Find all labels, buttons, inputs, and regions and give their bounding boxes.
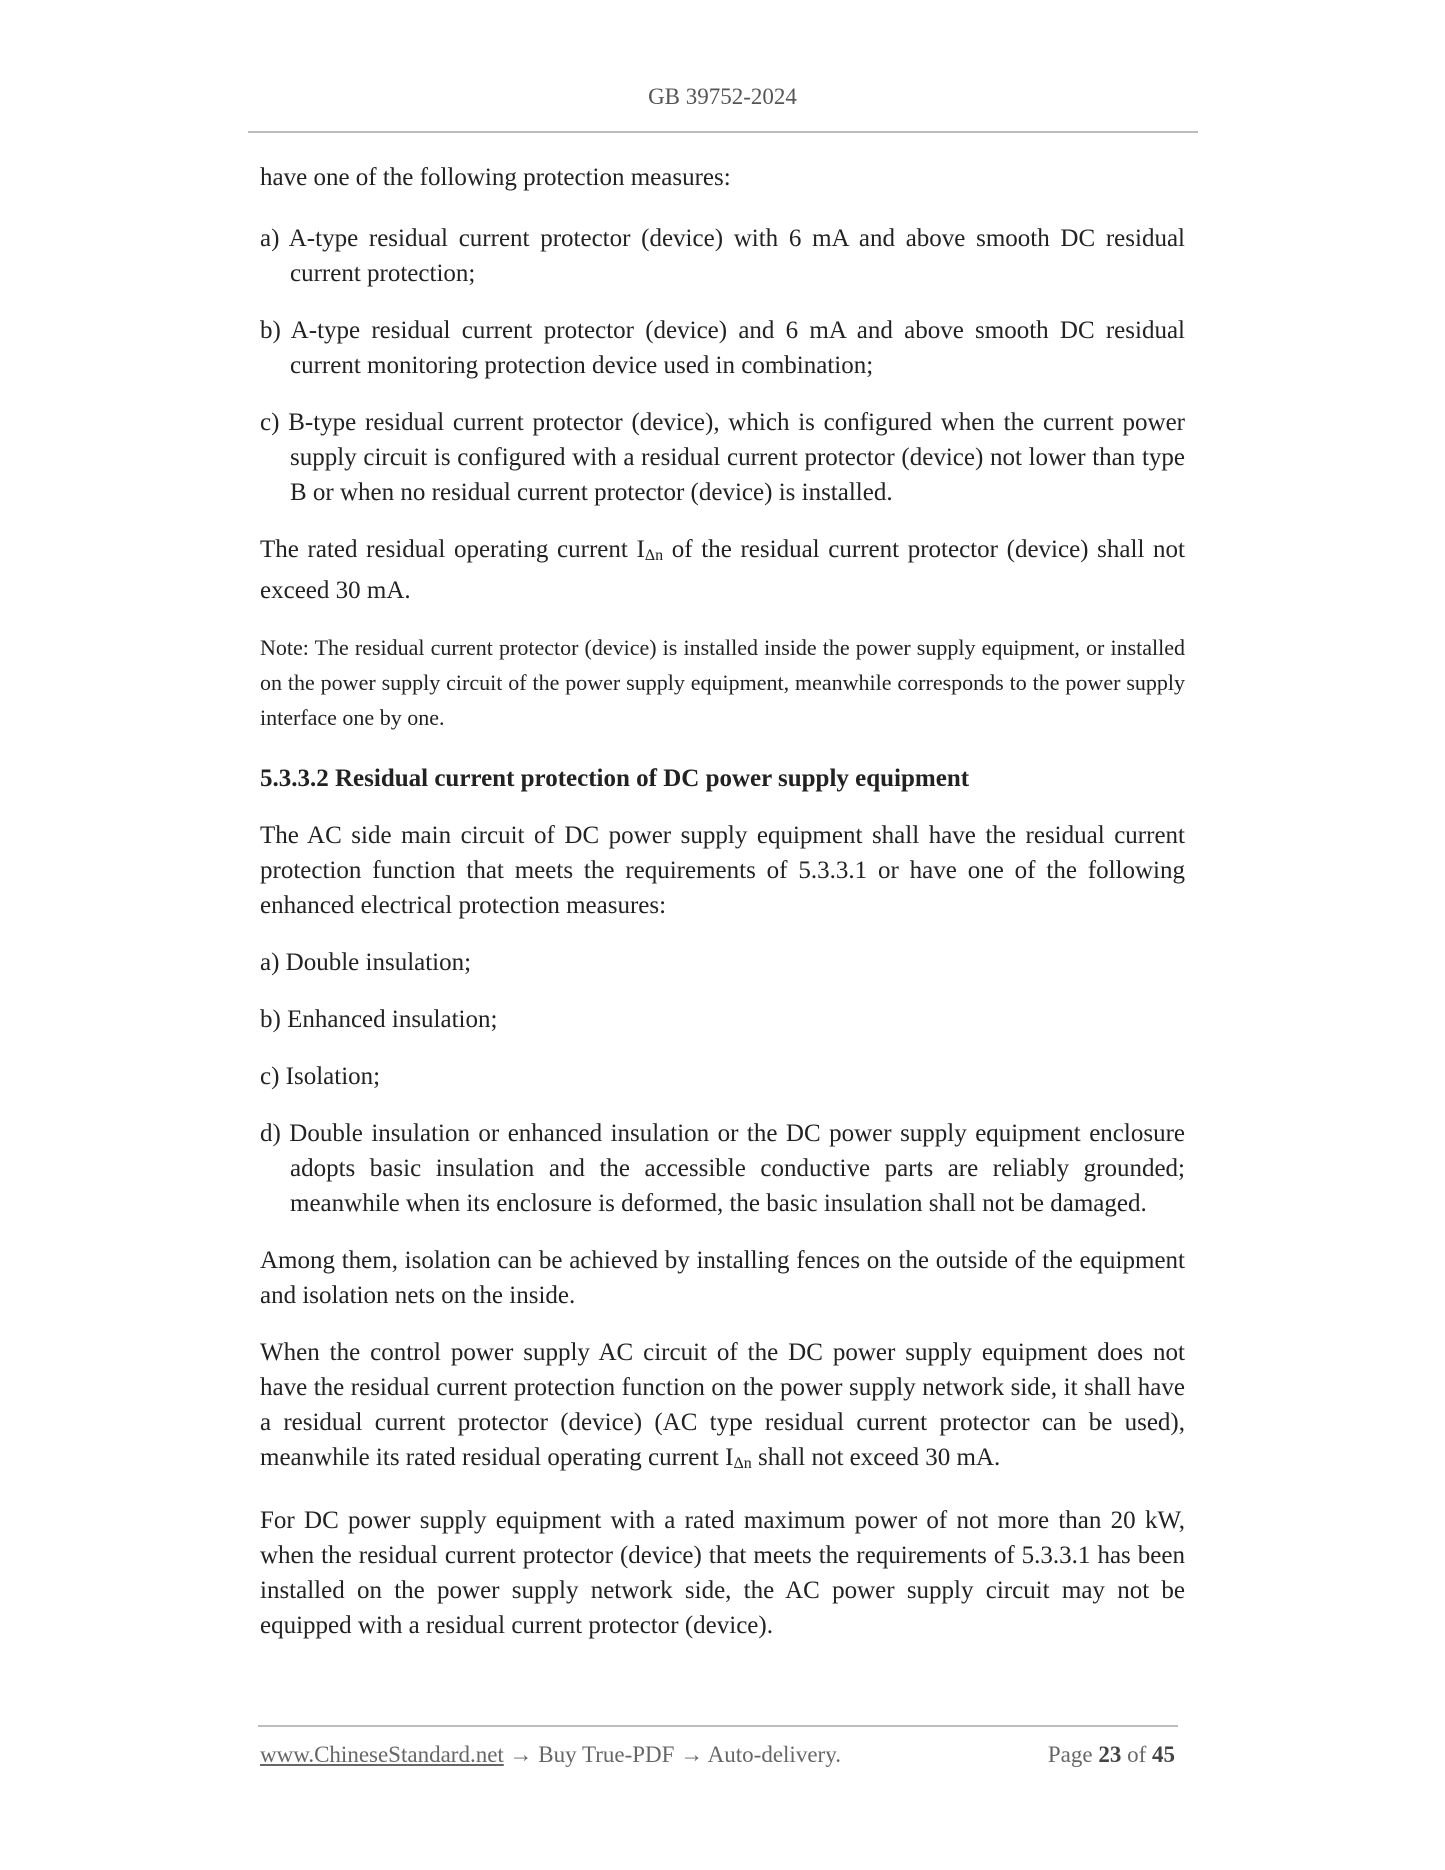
note-paragraph: Note: The residual current protector (device) is installed inside the power supply equipment, or installed on the power supply circuit of the power supply equipment, meanwhile corresponds to the power supply interface one by one. — [260, 635, 1185, 730]
page-indicator — [1048, 1742, 1175, 1768]
ac-side-paragraph: The AC side main circuit of DC power supply equipment shall have the residual current protection function that meets the requirements of 5.3.3.1 or have one of the following enhanced electrical protection measures: — [260, 822, 1185, 919]
page-content — [260, 160, 1185, 1643]
list-item-a: a) A-type residual current protector (device) with 6 mA and above smooth DC residual current protection; — [260, 225, 1185, 287]
total-pages: 45 — [1152, 1742, 1175, 1767]
list-item-c: c) B-type residual current protector (device), which is configured when the current power supply circuit is configured with a residual current protector (device) not lower than type B or when no residual current protector (device) is installed. — [260, 409, 1185, 506]
rated-current-paragraph — [260, 532, 1185, 608]
website-link[interactable]: www.ChineseStandard.net — [260, 1742, 504, 1767]
list-item-b: b) A-type residual current protector (device) and 6 mA and above smooth DC residual current monitoring protection device used in combination; — [260, 317, 1185, 379]
intro-paragraph: have one of the following protection measures: — [260, 164, 731, 191]
list-item-isolation: c) Isolation; — [260, 1063, 381, 1090]
list-item-d: d) Double insulation or enhanced insulation or the DC power supply equipment enclosure adopts basic insulation and the accessible conductive parts are reliably grounded; meanwhile when its enclosure is deformed, the basic insulation shall not be damaged. — [260, 1120, 1185, 1217]
section-heading: 5.3.3.2 Residual current protection of DC power supply equipment — [260, 765, 970, 792]
page-label: Page — [1047, 1742, 1093, 1767]
control-subscript: Δn — [733, 1455, 752, 1472]
arrow-right-icon: → — [680, 1742, 704, 1767]
rated-subscript: Δn — [644, 547, 664, 564]
arrow-right-icon: → — [509, 1742, 533, 1767]
dc-power-paragraph: For DC power supply equipment with a rated maximum power of not more than 20 kW, when the residual current protector (device) that meets the requirements of 5.3.3.1 has been installed on the power supply network side, the AC power supply circuit may not be equipped with a residual current protector (device). — [260, 1507, 1185, 1639]
delivery-text: Auto-delivery. — [707, 1742, 841, 1767]
of-label: of — [1127, 1742, 1147, 1767]
rated-text-b: of the residual current protector (device) shall not exceed 30 mA. — [260, 536, 1185, 604]
header-title: GB 39752-2024 — [648, 84, 797, 109]
page-number: 23 — [1098, 1742, 1122, 1767]
control-text-a: When the control power supply AC circuit of the DC power supply equipment does not have the residual current protection function on the power supply network side, it shall have a residual current protector (device) (AC type residual current protector can be used), meanwhile its rated residual operating current I — [260, 1339, 1185, 1471]
buy-text: Buy True-PDF — [538, 1742, 675, 1767]
footer-left — [260, 1742, 841, 1768]
footer-divider — [258, 1725, 1178, 1727]
rated-text-a: The rated residual operating current I — [260, 536, 645, 563]
control-text-b: shall not exceed 30 mA. — [751, 1444, 1001, 1471]
list-item-enhanced-insulation: b) Enhanced insulation; — [260, 1006, 498, 1033]
header-divider — [248, 131, 1198, 133]
isolation-paragraph: Among them, isolation can be achieved by installing fences on the outside of the equipment and isolation nets on the inside. — [260, 1247, 1185, 1309]
control-power-paragraph — [260, 1335, 1185, 1481]
list-item-double-insulation: a) Double insulation; — [260, 949, 472, 976]
